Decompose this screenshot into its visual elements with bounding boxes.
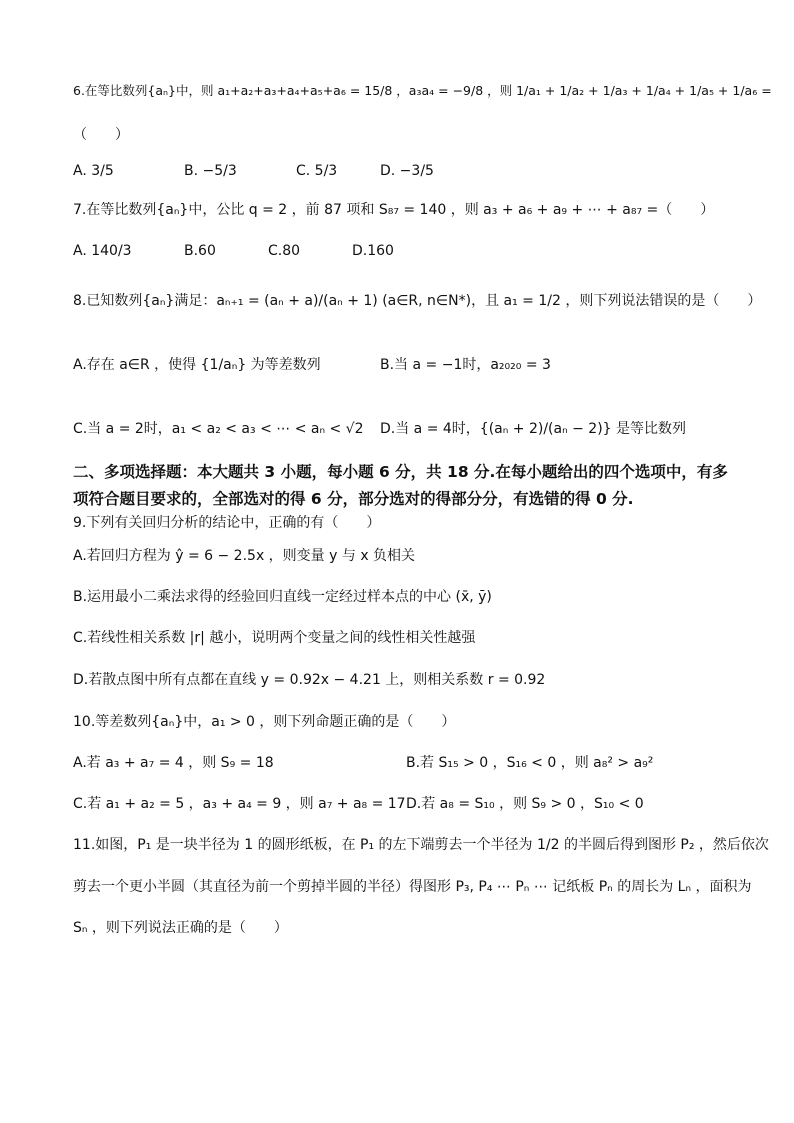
q10-stem: 10.等差数列{aₙ}中，a₁ > 0 ，则下列命题正确的是（ ） (73, 714, 456, 730)
q6-option-d: D. −3/5 (380, 163, 434, 179)
q11-line-1: 11.如图，P₁ 是一块半径为 1 的圆形纸板，在 P₁ 的左下端剪去一个半径为 1/2 的半圆后得到图形 P₂ ，然后依次 (73, 837, 769, 853)
q10-option-b: B.若 S₁₅ > 0 ，S₁₆ < 0 ，则 a₈² > a₉² (406, 755, 654, 771)
q9-option-c: C.若线性相关系数 |r| 越小，说明两个变量之间的线性相关性越强 (73, 630, 476, 646)
q11-line-3: Sₙ ，则下列说法正确的是（ ） (73, 920, 288, 936)
q8-option-b: B.当 a = −1时，a₂₀₂₀ = 3 (380, 357, 551, 373)
q6-answer-paren: （ ） (73, 127, 129, 143)
q6-option-b: B. −5/3 (184, 163, 237, 179)
section-2-heading-line-1: 二、多项选择题：本大题共 3 小题，每小题 6 分，共 18 分.在每小题给出的四个选项中，有多 (73, 463, 728, 481)
q8-option-c: C.当 a = 2时，a₁ < a₂ < a₃ < ⋯ < aₙ < √2 (73, 421, 364, 437)
q7-option-d: D.160 (352, 243, 394, 259)
q9-stem: 9.下列有关回归分析的结论中，正确的有（ ） (73, 515, 381, 531)
q6-stem: 6.在等比数列{aₙ}中，则 a₁+a₂+a₃+a₄+a₅+a₆ = 15/8 ，a₃a₄ = −9/8 ，则 1/a₁ + 1/a₂ + 1/a₃ + 1/a₄ + 1/a₅ + 1/a₆ = (73, 83, 772, 98)
q10-option-c: C.若 a₁ + a₂ = 5 ，a₃ + a₄ = 9 ，则 a₇ + a₈ = 17 (73, 796, 406, 812)
q7-option-a: A. 140/3 (73, 243, 132, 259)
q10-option-d: D.若 a₈ = S₁₀ ，则 S₉ > 0 ，S₁₀ < 0 (406, 796, 644, 812)
q6-option-c: C. 5/3 (296, 163, 338, 179)
q7-option-b: B.60 (184, 243, 216, 259)
q9-option-a: A.若回归方程为 ŷ = 6 − 2.5x ，则变量 y 与 x 负相关 (73, 548, 416, 564)
q8-stem: 8.已知数列{aₙ}满足：aₙ₊₁ = (aₙ + a)/(aₙ + 1) (a∈R, n∈N*)，且 a₁ = 1/2 ，则下列说法错误的是（ ） (73, 293, 762, 309)
q8-option-a: A.存在 a∈R ，使得 {1/aₙ} 为等差数列 (73, 357, 321, 373)
q9-option-d: D.若散点图中所有点都在直线 y = 0.92x − 4.21 上，则相关系数 r = 0.92 (73, 672, 546, 688)
section-2-heading-line-2: 项符合题目要求的，全部选对的得 6 分，部分选对的得部分分，有选错的得 0 分. (73, 490, 634, 508)
q11-line-2: 剪去一个更小半圆（其直径为前一个剪掉半圆的半径）得图形 P₃, P₄ ⋯ Pₙ ⋯ 记纸板 Pₙ 的周长为 Lₙ ，面积为 (73, 879, 752, 895)
q10-option-a: A.若 a₃ + a₇ = 4 ，则 S₉ = 18 (73, 755, 274, 771)
q8-option-d: D.当 a = 4时，{(aₙ + 2)/(aₙ − 2)} 是等比数列 (380, 421, 687, 437)
q7-option-c: C.80 (268, 243, 301, 259)
q9-option-b: B.运用最小二乘法求得的经验回归直线一定经过样本点的中心 (x̄, ȳ) (73, 589, 492, 605)
q6-option-a: A. 3/5 (73, 163, 114, 179)
q7-stem: 7.在等比数列{aₙ}中，公比 q = 2 ，前 87 项和 S₈₇ = 140 ，则 a₃ + a₆ + a₉ + ⋯ + a₈₇ =（ ） (73, 202, 715, 218)
